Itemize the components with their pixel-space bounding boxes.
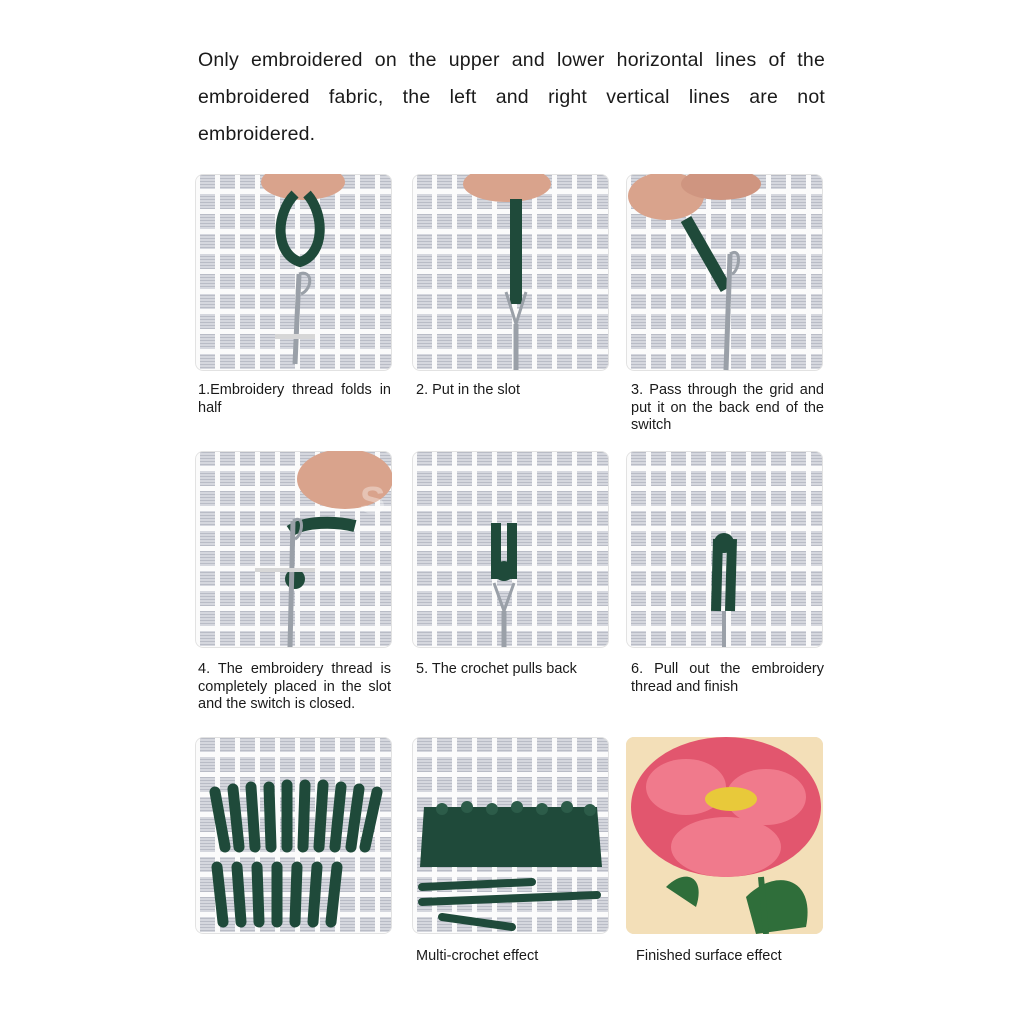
effect-3-caption: Finished surface effect	[636, 948, 782, 964]
step-1-caption: 1.Embroidery thread folds in half	[198, 382, 391, 416]
watermark-text: S	[360, 480, 388, 522]
step-2-caption: 2. Put in the slot	[416, 382, 520, 398]
step-4-photo	[195, 451, 392, 648]
step-1-photo	[195, 174, 392, 371]
effect-3-photo	[626, 737, 823, 934]
step-6-photo	[626, 451, 823, 648]
step-3-photo	[626, 174, 823, 371]
effect-1-photo	[195, 737, 392, 934]
intro-text: Only embroidered on the upper and lower horizontal lines of the embroidered fabric, the left and right vertical lines are not embroidered.	[198, 49, 825, 145]
step-5-photo	[412, 451, 609, 648]
step-6-caption: 6. Pull out the embroidery thread and finish	[631, 661, 824, 695]
step-3-caption: 3. Pass through the grid and put it on the back end of the switch	[631, 382, 824, 433]
step-5-caption: 5. The crochet pulls back	[416, 661, 577, 677]
step-2-photo	[412, 174, 609, 371]
step-4-caption: 4. The embroidery thread is completely placed in the slot and the switch is closed.	[198, 661, 391, 712]
effect-2-caption: Multi-crochet effect	[416, 948, 539, 964]
effect-2-photo	[412, 737, 609, 934]
